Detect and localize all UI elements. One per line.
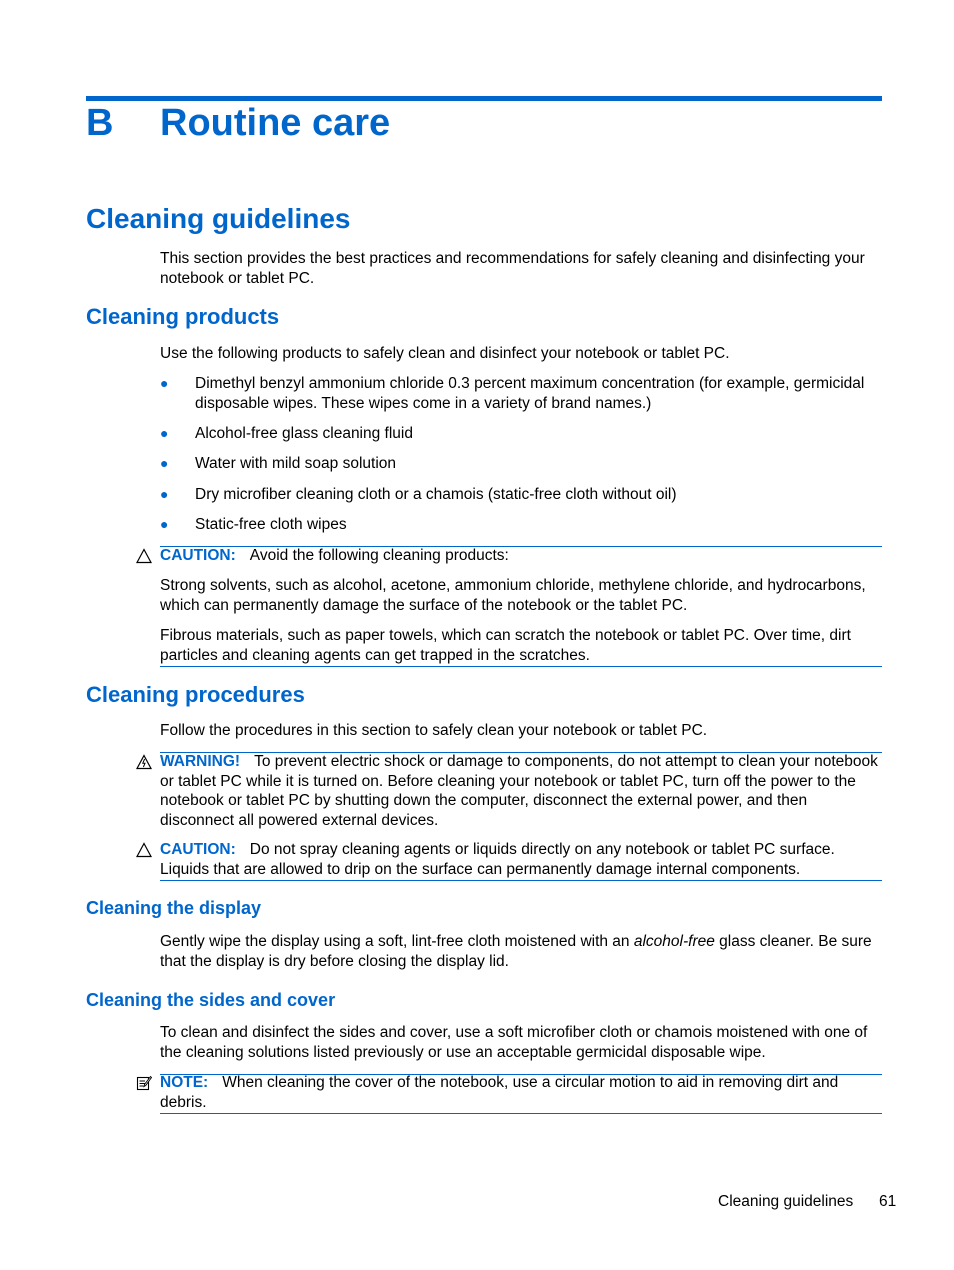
caution-icon (136, 842, 152, 858)
caution-text: Avoid the following cleaning products: (249, 547, 509, 564)
warning-label: WARNING! (160, 753, 241, 770)
section-intro: This section provides the best practices and recommendations for safely cleaning and disinfecting your notebook or tablet PC. (160, 250, 865, 287)
caution-body: Do not spray cleaning agents or liquids directly on any notebook or tablet PC surface. Liquids that are allowed to drip on the surface can permanently damage internal components. (160, 841, 835, 878)
procedures-title: Cleaning procedures (86, 682, 305, 707)
note-rule-bottom (160, 1113, 882, 1114)
bullet-marker: ● (160, 455, 169, 471)
caution-line (160, 546, 882, 566)
caution-rule-bottom (160, 880, 882, 881)
display-text-part: Gently wipe the display using a soft, lint-free cloth moistened with an (160, 933, 634, 950)
note-body: When cleaning the cover of the notebook, use a circular motion to aid in removing dirt and debris. (160, 1074, 839, 1111)
display-text-italic: alcohol-free (633, 933, 715, 950)
list-item: Static-free cloth wipes (195, 516, 347, 533)
caution-para: Fibrous materials, such as paper towels, which can scratch the notebook or tablet PC. Over time, dirt particles and cleaning agents can get trapped in the scratches. (160, 627, 851, 664)
display-text-part: glass cleaner. Be sure that the display is dry before closing the display lid. (160, 933, 872, 970)
bullet-marker: ● (160, 516, 169, 532)
warning-icon (136, 754, 152, 770)
sides-title: Cleaning the sides and cover (86, 990, 336, 1010)
warning-body: To prevent electric shock or damage to components, do not attempt to clean your notebook or tablet PC while it is turned on. Before cleaning your notebook or tablet PC, turn off the power to the notebook or tablet PC by shutting down the computer, disconnect the external power, and then disconnect all powered external devices. (160, 753, 878, 829)
caution-icon (136, 548, 152, 564)
caution-para: Strong solvents, such as alcohol, acetone, ammonium chloride, methylene chloride, and hydrocarbons, which can permanently damage the surface of the notebook or the tablet PC. (160, 577, 866, 614)
procedures-intro: Follow the procedures in this section to safely clean your notebook or tablet PC. (160, 722, 708, 739)
bullet-marker: ● (160, 375, 169, 391)
products-title: Cleaning products (86, 304, 280, 329)
caution-label: CAUTION: (160, 547, 236, 564)
display-title: Cleaning the display (86, 898, 262, 918)
footer-section: Cleaning guidelines (718, 1193, 854, 1210)
bullet-marker: ● (160, 425, 169, 441)
products-intro: Use the following products to safely clean and disinfect your notebook or tablet PC. (160, 345, 730, 362)
list-item: Dimethyl benzyl ammonium chloride 0.3 percent maximum concentration (for example, germicidal disposable wipes. These wipes come in a variety of brand names.) (195, 375, 865, 412)
warning-text (160, 752, 882, 830)
page-number: 61 (879, 1193, 897, 1210)
note-icon (136, 1075, 152, 1091)
display-text (160, 932, 882, 971)
list-item: Dry microfiber cleaning cloth or a chamois (static-free cloth without oil) (195, 486, 677, 503)
list-item: Water with mild soap solution (195, 455, 397, 472)
list-item: Alcohol-free glass cleaning fluid (195, 425, 413, 442)
caution-label: CAUTION: (160, 841, 236, 858)
sides-text: To clean and disinfect the sides and cover, use a soft microfiber cloth or chamois moistened with one of the cleaning solutions listed previously or use an acceptable germicidal disposable wipe. (160, 1024, 868, 1061)
chapter-letter: B (86, 102, 114, 144)
bullet-marker: ● (160, 486, 169, 502)
caution-rule-bottom (160, 666, 882, 667)
note-label: NOTE: (160, 1074, 209, 1091)
note-text (160, 1073, 882, 1112)
caution-text (160, 840, 882, 879)
chapter-title: Routine care (160, 102, 391, 144)
section-title: Cleaning guidelines (86, 203, 351, 234)
